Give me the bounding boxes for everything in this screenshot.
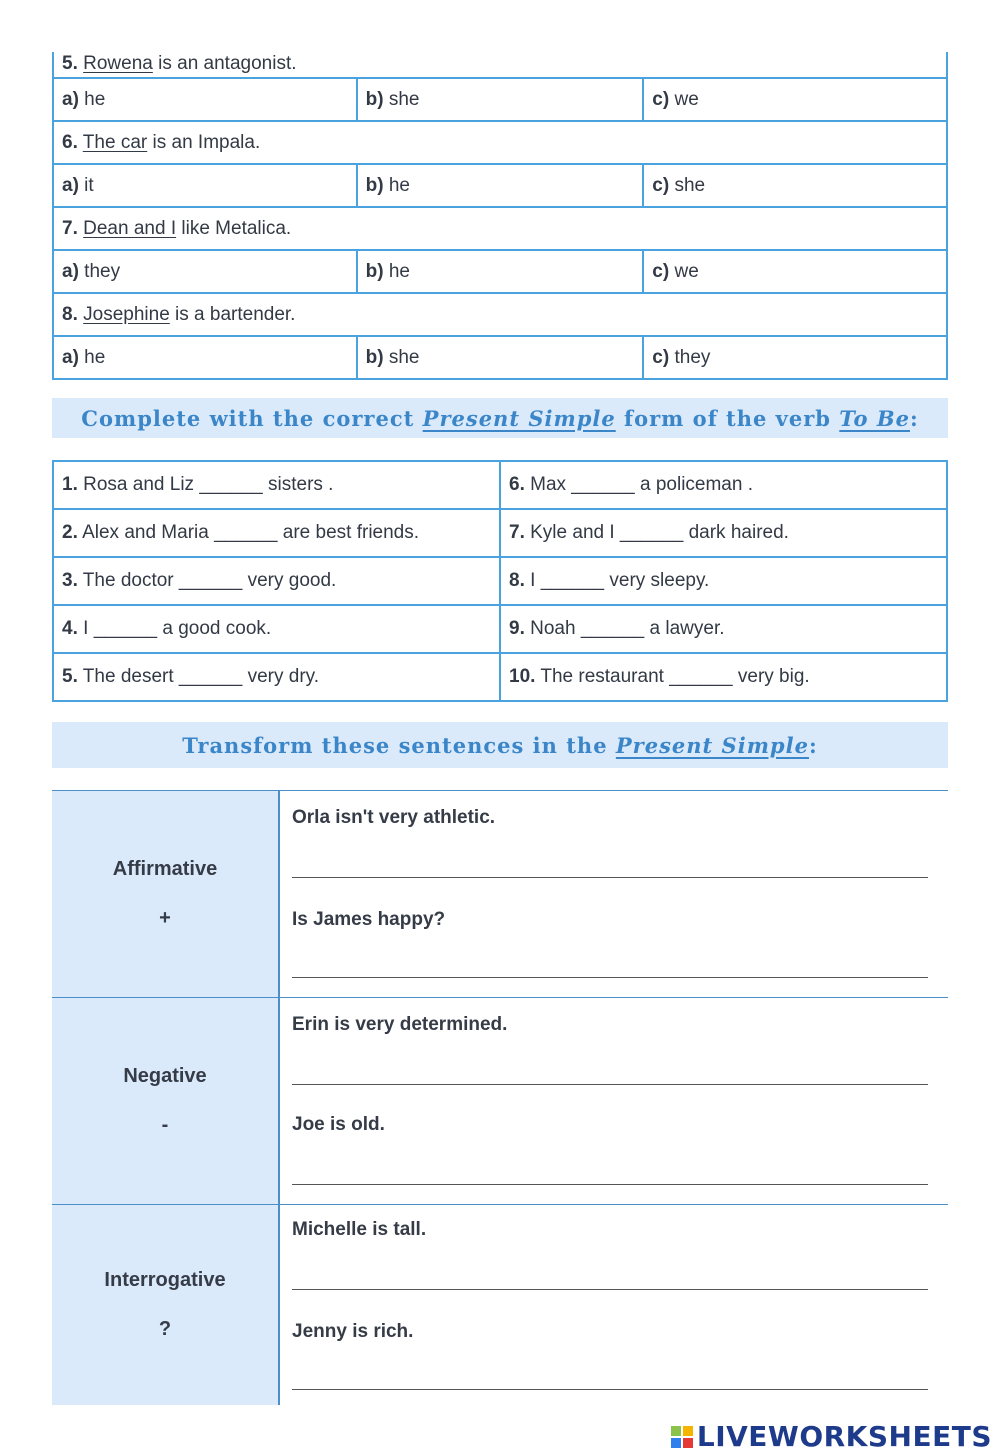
option-c[interactable]: c) she <box>643 164 947 207</box>
table-row <box>53 653 947 701</box>
option-c[interactable]: c) we <box>643 250 947 293</box>
answer-line[interactable] <box>292 1184 928 1185</box>
option-b[interactable]: b) he <box>357 164 644 207</box>
question-row <box>53 293 947 336</box>
question-symbol: ? <box>158 1318 172 1340</box>
option-c[interactable]: c) they <box>643 336 947 379</box>
sentence: Michelle is tall. <box>292 1219 427 1240</box>
answer-line[interactable] <box>292 977 928 978</box>
row-label: Negative - <box>52 998 280 1204</box>
transform-row-affirmative <box>52 791 948 998</box>
question-row <box>53 207 947 250</box>
option-b[interactable]: b) she <box>357 336 644 379</box>
table-row <box>53 509 947 557</box>
exercise-item[interactable]: 6. Max ______ a policeman . <box>500 461 947 509</box>
options-row <box>53 336 947 379</box>
exercise-item[interactable]: 7. Kyle and I ______ dark haired. <box>500 509 947 557</box>
question-cell: 6. The car is an Impala. <box>53 121 947 164</box>
option-b[interactable]: b) she <box>357 78 644 121</box>
table-row <box>53 557 947 605</box>
exercise-item[interactable]: 8. I ______ very sleepy. <box>500 557 947 605</box>
sentence: Orla isn't very athletic. <box>292 807 496 828</box>
answer-line[interactable] <box>292 1289 928 1290</box>
row-content <box>280 791 948 997</box>
row-label: Affirmative + <box>52 791 280 997</box>
exercise-item[interactable]: 9. Noah ______ a lawyer. <box>500 605 947 653</box>
subject: Josephine <box>83 303 170 325</box>
subject: Dean and I <box>83 217 177 239</box>
question-cell: 7. Dean and I like Metalica. <box>53 207 947 250</box>
transform-row-negative <box>52 998 948 1205</box>
option-b[interactable]: b) he <box>357 250 644 293</box>
exercise-item[interactable]: 5. The desert ______ very dry. <box>53 653 500 701</box>
row-content <box>280 1205 948 1405</box>
answer-line[interactable] <box>292 877 928 878</box>
exercise-item[interactable]: 10. The restaurant ______ very big. <box>500 653 947 701</box>
sentence: Jenny is rich. <box>292 1321 414 1342</box>
logo-grid-icon <box>671 1426 693 1448</box>
question-cell: 5. Rowena is an antagonist. <box>53 52 947 78</box>
answer-line[interactable] <box>292 1084 928 1085</box>
exercise-item[interactable]: 1. Rosa and Liz ______ sisters . <box>53 461 500 509</box>
row-label: Interrogative ? <box>52 1205 280 1405</box>
section-header-to-be: Complete with the correct Present Simple form of the verb To Be: <box>52 398 948 438</box>
option-a[interactable]: a) they <box>53 250 357 293</box>
sentence: Joe is old. <box>292 1114 385 1135</box>
sentence: Is James happy? <box>292 909 446 930</box>
option-a[interactable]: a) it <box>53 164 357 207</box>
table-row <box>53 461 947 509</box>
option-a[interactable]: a) he <box>53 336 357 379</box>
options-row <box>53 250 947 293</box>
liveworksheets-logo <box>671 1420 992 1453</box>
to-be-table <box>52 460 948 702</box>
logo-text: LIVEWORKSHEETS <box>696 1420 992 1453</box>
option-c[interactable]: c) we <box>643 78 947 121</box>
transform-table <box>52 790 948 1405</box>
options-row <box>53 164 947 207</box>
exercise-item[interactable]: 4. I ______ a good cook. <box>53 605 500 653</box>
plus-symbol: + <box>159 907 171 929</box>
options-row <box>53 78 947 121</box>
question-cell: 8. Josephine is a bartender. <box>53 293 947 336</box>
question-row <box>53 52 947 78</box>
transform-row-interrogative <box>52 1205 948 1405</box>
pronoun-table <box>52 52 948 380</box>
subject: Rowena <box>83 53 153 74</box>
question-row <box>53 121 947 164</box>
row-content <box>280 998 948 1204</box>
exercise-item[interactable]: 2. Alex and Maria ______ are best friends. <box>53 509 500 557</box>
section-header-transform: Transform these sentences in the Present Simple: <box>52 722 948 768</box>
option-a[interactable]: a) he <box>53 78 357 121</box>
minus-symbol: - <box>161 1114 169 1136</box>
sentence: Erin is very determined. <box>292 1014 508 1035</box>
subject: The car <box>82 131 148 153</box>
table-row <box>53 605 947 653</box>
exercise-item[interactable]: 3. The doctor ______ very good. <box>53 557 500 605</box>
answer-line[interactable] <box>292 1389 928 1390</box>
